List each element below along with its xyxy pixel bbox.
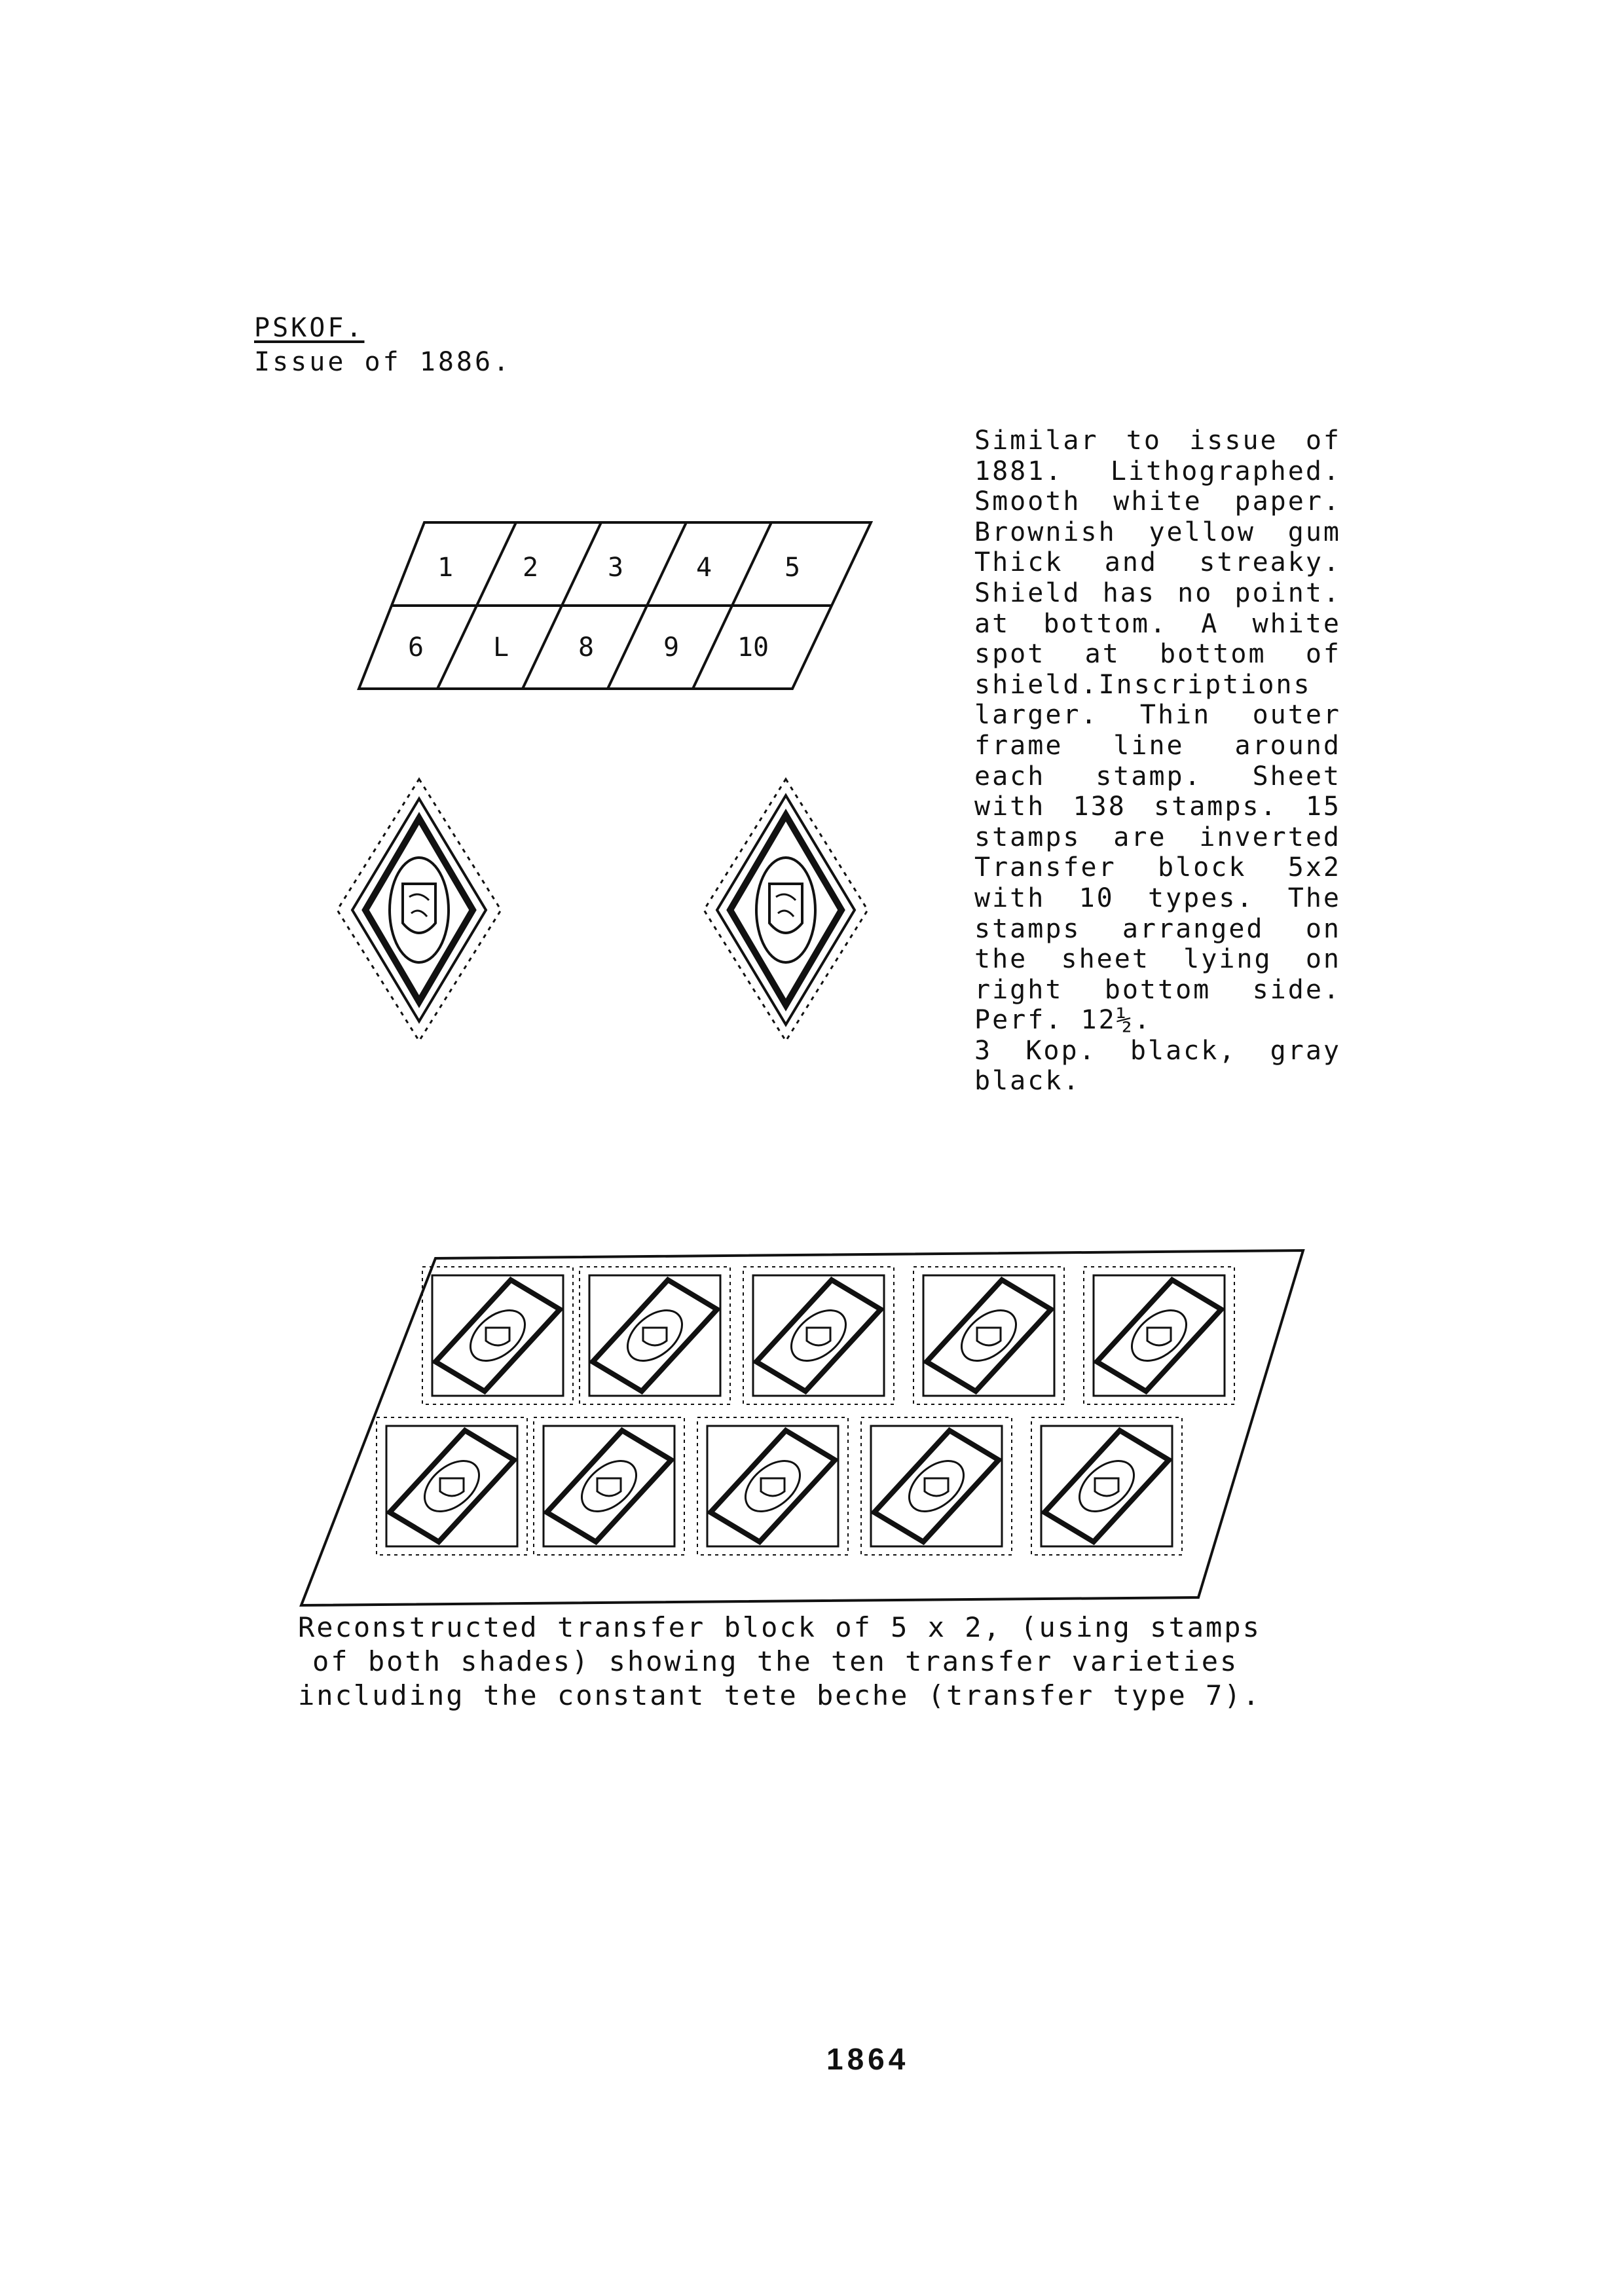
description-line: Shield has no point. <box>974 577 1341 608</box>
block-stamp <box>1031 1417 1182 1555</box>
diagram-cell-label: L <box>492 632 509 663</box>
description-line: larger. Thin outer <box>974 700 1341 731</box>
caption-line: Reconstructed transfer block of 5 x 2, (using stamps <box>298 1611 1261 1643</box>
description-line: frame line around <box>974 730 1341 761</box>
description-line: Transfer block 5x2 <box>974 852 1341 883</box>
page-number: 1864 <box>826 2042 910 2076</box>
block-stamp <box>534 1417 684 1555</box>
description-line: with 10 types. The <box>974 883 1341 913</box>
description-line: 3 Kop. black, gray <box>974 1035 1341 1066</box>
block-stamp <box>861 1417 1012 1555</box>
diagram-cell-label: 1 <box>437 553 454 583</box>
block-stamp <box>913 1267 1064 1404</box>
description-line: at bottom. A white <box>974 608 1341 639</box>
description-line: 1881. Lithographed. <box>974 456 1341 486</box>
reconstructed-transfer-block <box>301 1250 1303 1605</box>
issue-description <box>974 426 1341 1097</box>
description-line: black. <box>974 1066 1081 1097</box>
issue-subtitle: Issue of 1886. <box>254 347 512 377</box>
description-line: the sheet lying on <box>974 944 1341 975</box>
description-line: Similar to issue of <box>974 426 1341 456</box>
description-line: right bottom side. <box>974 974 1341 1005</box>
diagram-cell-label: 9 <box>663 632 680 663</box>
block-stamp <box>743 1267 894 1404</box>
diagram-cell-label: 6 <box>407 632 424 663</box>
description-line: stamps arranged on <box>974 913 1341 944</box>
diagram-cell-label: 8 <box>578 632 595 663</box>
description-line: stamps are inverted <box>974 822 1341 852</box>
caption-line: of both shades) showing the ten transfer varieties <box>312 1645 1239 1677</box>
block-stamp <box>697 1417 848 1555</box>
description-line: each stamp. Sheet <box>974 761 1341 792</box>
transfer-block-diagram <box>359 522 871 689</box>
caption-line: including the constant tete beche (transfer type 7). <box>298 1679 1261 1711</box>
description-line: with 138 stamps. 15 <box>974 792 1341 822</box>
block-stamp <box>580 1267 730 1404</box>
description-line: Brownish yellow gum <box>974 517 1341 547</box>
block-stamp <box>1084 1267 1234 1404</box>
diagram-cell-label: 2 <box>522 553 539 583</box>
diagram-cell-label: 10 <box>737 632 769 663</box>
block-stamp <box>377 1417 527 1555</box>
page-title: PSKOF. <box>254 313 365 343</box>
diagram-cell-label: 4 <box>695 553 712 583</box>
description-line: Thick and streaky. <box>974 547 1341 578</box>
description-line: shield.Inscriptions <box>974 669 1312 700</box>
description-line: Perf. 12½. <box>974 1005 1152 1036</box>
description-line: Smooth white paper. <box>974 486 1341 517</box>
diagram-cell-label: 5 <box>784 553 801 583</box>
stamp-specimen-left <box>337 779 501 1041</box>
description-line: spot at bottom of <box>974 639 1341 670</box>
figure-caption <box>298 1611 1293 1713</box>
block-stamp <box>422 1267 573 1404</box>
diagram-cell-label: 3 <box>607 553 624 583</box>
stamp-specimen-right <box>704 779 868 1041</box>
